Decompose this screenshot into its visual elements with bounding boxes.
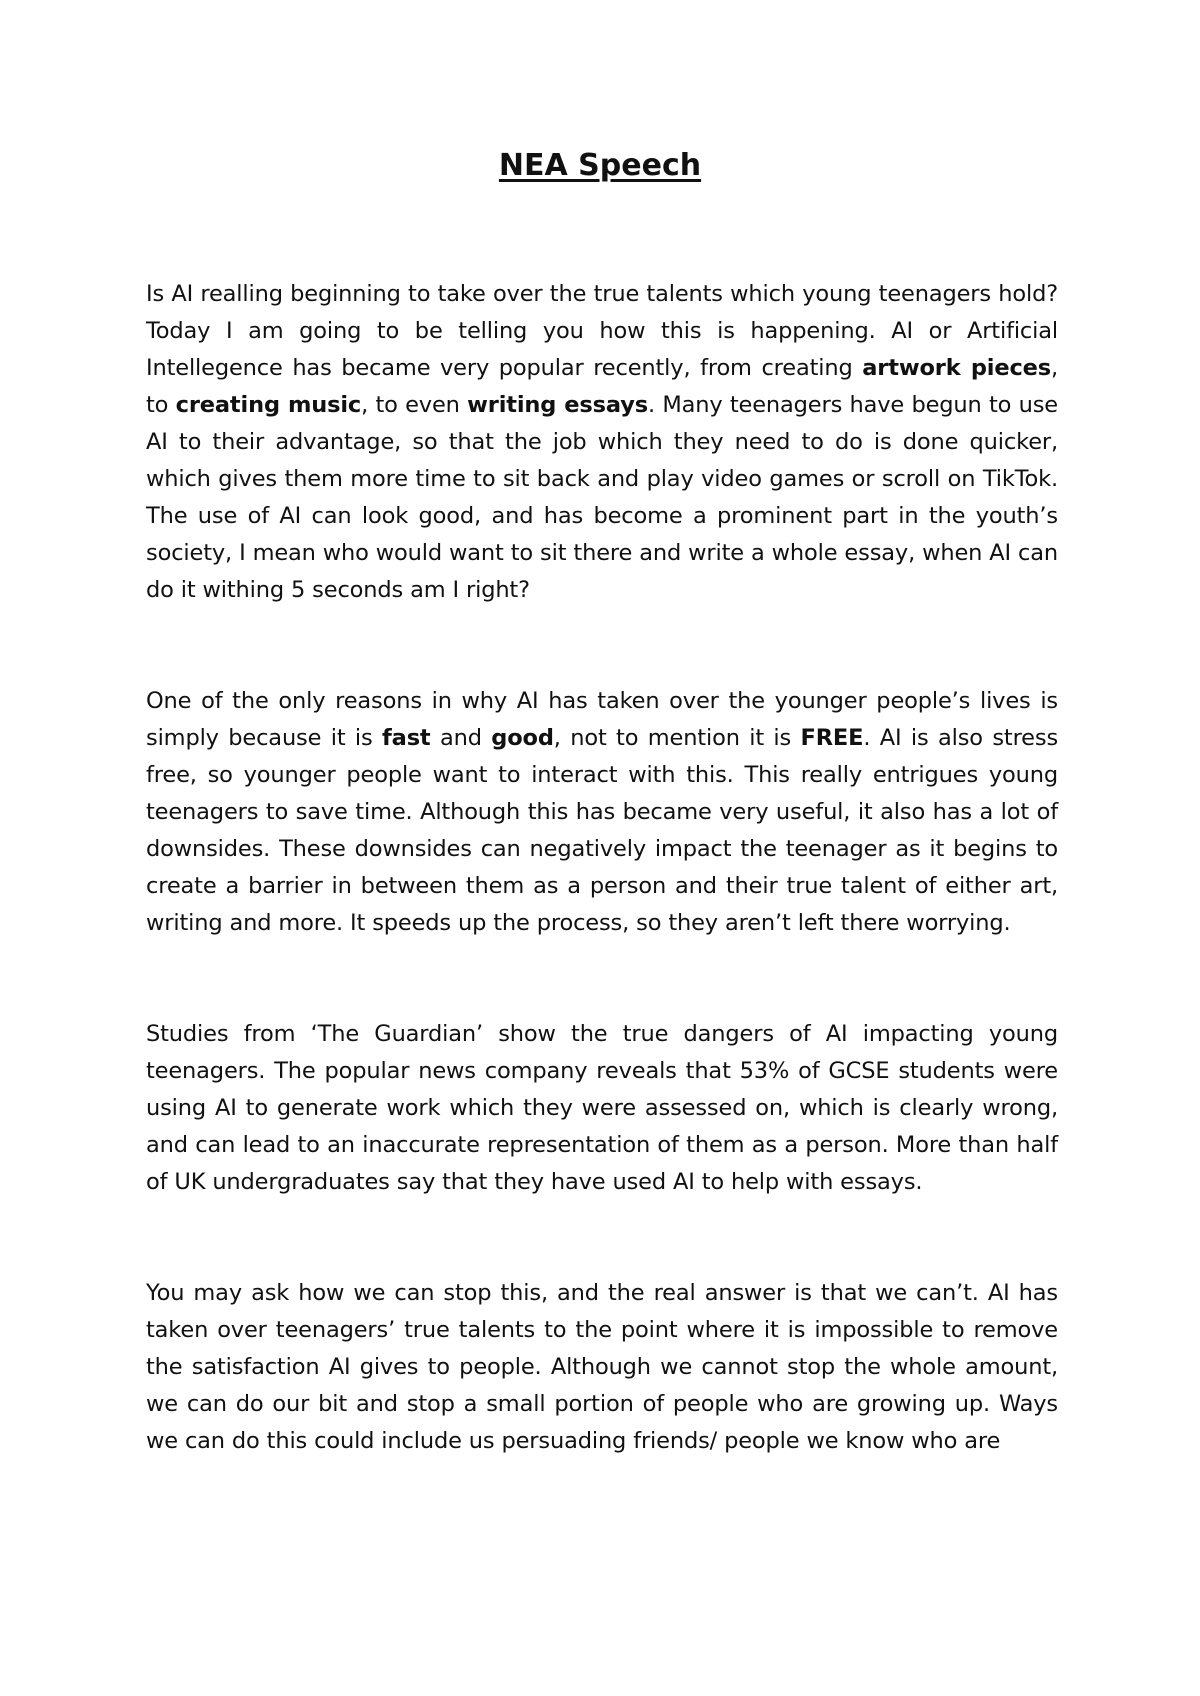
paragraph	[146, 276, 1058, 609]
speech-body	[146, 276, 1058, 1460]
text-run: . Many teenagers have begun to use AI to their advantage, so that the job which they need to do is done quicker, which gives them more time to sit back and play video games or scroll on TikTok. The use of AI can look good, and has become a prominent part in the youth’s society, I mean who would want to sit there and write a whole essay, when AI can do it withing 5 seconds am I right?	[146, 392, 1059, 603]
text-run: and	[430, 725, 492, 751]
page-title: NEA Speech	[498, 148, 702, 183]
text-run: , to	[146, 355, 1059, 418]
text-run: You may ask how we can stop this, and the real answer is that we can’t. AI has taken over teenagers’ true talents to the point where it is impossible to remove the satisfaction AI gives to people. Although we cannot stop the whole amount, we can do our bit and stop a small portion of people who are growing up. Ways we can do this could include us persuading friends/ people we know who are	[146, 1280, 1058, 1454]
text-run: Studies from ‘The Guardian’ show the true dangers of AI impacting young teenagers. The popular news company reveals that 53% of GCSE students were using AI to generate work which they were assessed on, which is clearly wrong, and can lead to an inaccurate representation of them as a person. More than half of UK undergraduates say that they have used AI to help with essays.	[146, 1021, 1058, 1195]
text-run: Is AI realling beginning to take over the true talents which young teenagers hold? Today I am going to be telling you how this is happening. AI or Artificial Intellegence has became very popular recently, from creating	[146, 281, 1058, 381]
emphasis-text: artwork pieces	[862, 355, 1051, 381]
paragraph	[146, 1275, 1058, 1460]
paragraph	[146, 683, 1058, 942]
text-run: One of the only reasons in why AI has taken over the younger people’s lives is simply because it is	[146, 688, 1058, 751]
paragraph	[146, 1016, 1058, 1201]
emphasis-text: fast	[382, 725, 431, 751]
emphasis-text: good	[491, 725, 554, 751]
text-run: , to even	[361, 392, 468, 418]
emphasis-text: FREE	[800, 725, 864, 751]
emphasis-text: creating music	[175, 392, 362, 418]
text-run: , not to mention it is	[553, 725, 801, 751]
text-run: . AI is also stress free, so younger people want to interact with this. This really entrigues young teenagers to save time. Although this has became very useful, it also has a lot of downsides. These downsides can negatively impact the teenager as it begins to create a barrier in between them as a person and their true talent of either art, writing and more. It speeds up the process, so they aren’t left there worrying.	[146, 725, 1059, 936]
emphasis-text: writing essays	[467, 392, 648, 418]
